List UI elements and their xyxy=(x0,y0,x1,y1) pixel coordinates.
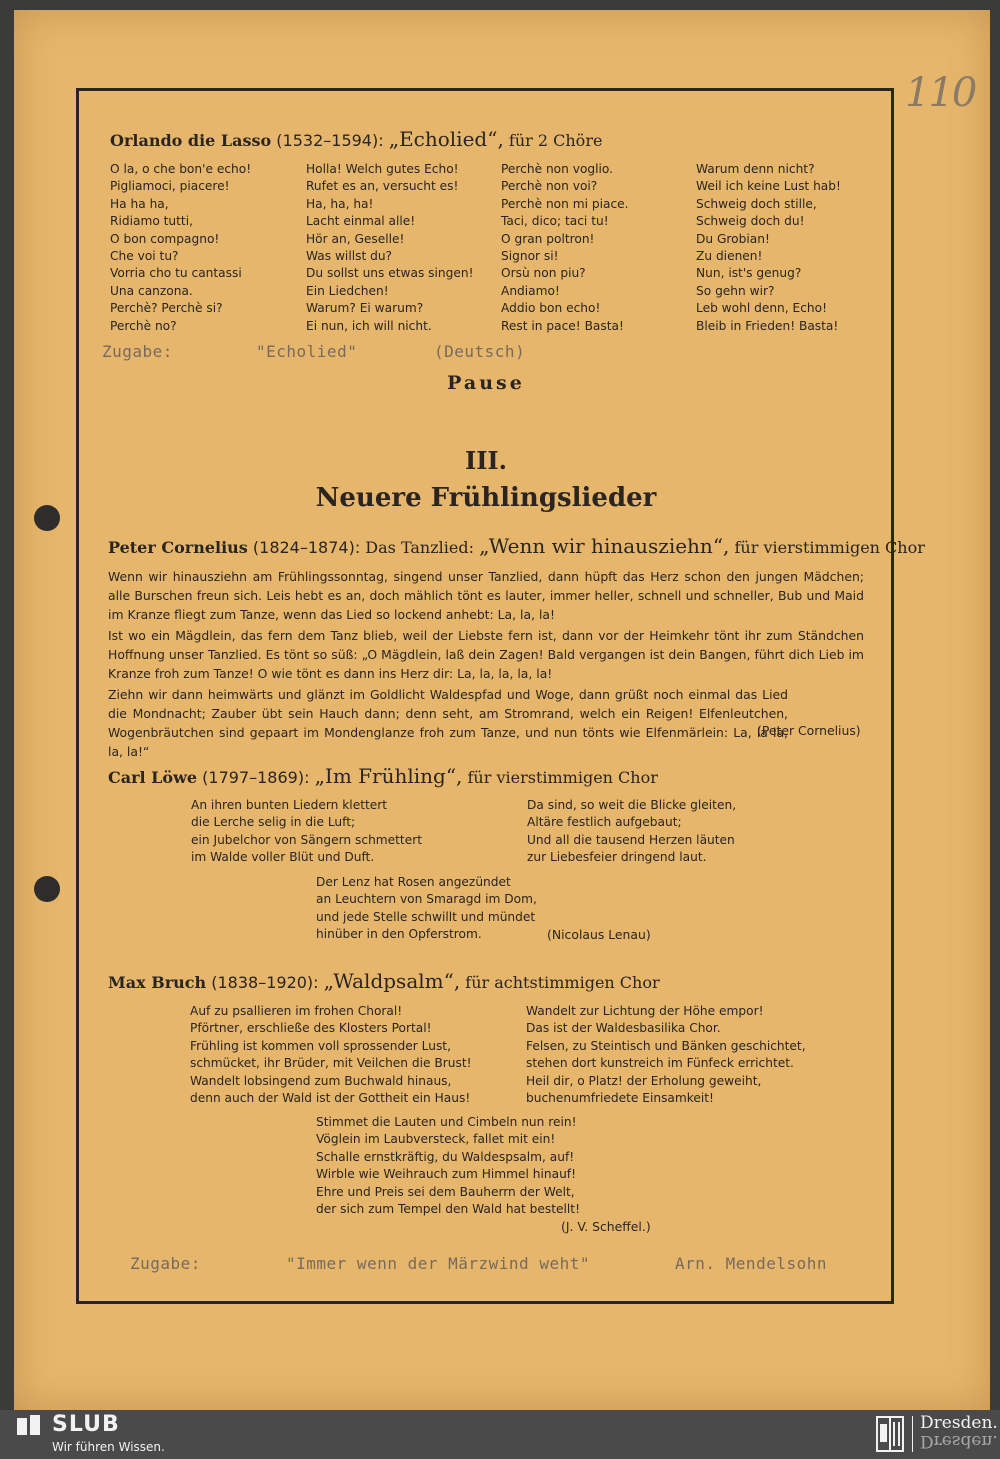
composer-dates: (1532–1594): xyxy=(276,131,384,150)
poem-line: und jede Stelle schwillt und mündet xyxy=(316,909,536,924)
lyric-line: Addio bon echo! xyxy=(501,301,601,316)
zugabe-label: Zugabe: xyxy=(102,342,173,361)
lyrics-column-3 xyxy=(501,161,629,335)
poem-stanza-left xyxy=(190,1003,472,1107)
lyric-line: Hör an, Geselle! xyxy=(306,231,405,246)
lyric-line: Zu dienen! xyxy=(696,249,763,264)
zugabe-composer: Arn. Mendelsohn xyxy=(675,1254,827,1273)
poem-line: die Lerche selig in die Luft; xyxy=(191,815,356,830)
piece-title: „Waldpsalm“, xyxy=(323,969,461,993)
poem-stanza-right xyxy=(526,1003,806,1107)
zugabe-label: Zugabe: xyxy=(130,1254,201,1273)
lyric-line: Una canzona. xyxy=(110,283,193,298)
divider xyxy=(912,1416,913,1452)
poem-line: der sich zum Tempel den Wald hat bestellt! xyxy=(316,1202,580,1217)
composer-dates: (1824–1874): xyxy=(252,538,361,557)
composer-name: Carl Löwe xyxy=(108,768,198,787)
piece-scoring: für vierstimmigen Chor xyxy=(467,768,658,787)
lyric-line: Andiamo! xyxy=(501,283,560,298)
text-attribution: (Nicolaus Lenau) xyxy=(547,927,651,942)
lyric-line: Rufet es an, versucht es! xyxy=(306,179,459,194)
lyric-line: Rest in pace! Basta! xyxy=(501,318,624,333)
section-heading-cornelius xyxy=(108,534,925,558)
lyric-line: Perchè non mi piace. xyxy=(501,196,629,211)
lyric-line: Was willst du? xyxy=(306,249,393,264)
lyric-line: Warum? Ei warum? xyxy=(306,301,424,316)
lyric-line: Holla! Welch gutes Echo! xyxy=(306,162,459,176)
lyric-line: Perchè no? xyxy=(110,318,177,333)
poem-line: zur Liebesfeier dringend laut. xyxy=(527,850,707,865)
text-attribution: (Peter Cornelius) xyxy=(757,723,861,738)
section-heading-loewe xyxy=(108,764,658,788)
lyric-line: Warum denn nicht? xyxy=(696,162,815,176)
zugabe-piece: "Echolied" xyxy=(256,342,358,361)
lyrics-paragraph: Ziehn wir dann heimwärts und glänzt im Goldlicht Waldespfad und Woge, dann grüßt noch einmal das Lied die Mondnacht; Zauber übt sein Hauch dann; denn seht, am Stromrand, welch ein Reigen! Elfenleutchen, Wogenbräutchen sind gepaart im Mondenglanze froh zum Tanze, und nun tönts wie Elfenmärlein: La, la la, la, la!“ xyxy=(108,687,788,759)
zugabe-note: (Deutsch) xyxy=(434,342,526,361)
composer-name: Peter Cornelius xyxy=(108,538,248,557)
lyric-line: Ha ha ha, xyxy=(110,196,169,211)
composer-name: Orlando die Lasso xyxy=(110,131,272,150)
composer-dates: (1797–1869): xyxy=(202,768,310,787)
piece-scoring: für vierstimmigen Chor xyxy=(734,538,925,557)
poem-stanza-right xyxy=(527,797,736,867)
zugabe-piece: "Immer wenn der Märzwind weht" xyxy=(286,1254,590,1273)
poem-line: Stimmet die Lauten und Cimbeln nun rein! xyxy=(316,1115,577,1129)
lyric-line: Perchè? Perchè si? xyxy=(110,301,223,316)
lyric-line: Weil ich keine Lust hab! xyxy=(696,179,841,194)
lyric-line: Vorria cho tu cantassi xyxy=(110,266,242,281)
punch-hole xyxy=(34,876,60,902)
poem-line: im Walde voller Blüt und Duft. xyxy=(191,850,375,865)
lyric-line: Nun, ist's genug? xyxy=(696,266,802,281)
piece-title: „Echolied“, xyxy=(388,127,504,151)
brand-tagline: Wir führen Wissen. xyxy=(52,1440,165,1454)
poem-stanza-left xyxy=(191,797,422,867)
page-number: 110 xyxy=(905,70,976,116)
poem-line: Heil dir, o Platz! der Erholung geweiht, xyxy=(526,1073,762,1088)
piece-title: „Im Frühling“, xyxy=(314,764,463,788)
poem-line: Und all die tausend Herzen läuten xyxy=(527,832,735,847)
lyric-line: O la, o che bon'e echo! xyxy=(110,162,252,176)
part-numeral: III. xyxy=(464,446,508,475)
poem-line: Pförtner, erschließe des Klosters Portal! xyxy=(190,1021,432,1036)
poem-stanza-center xyxy=(316,1114,580,1218)
lyric-line: Du sollst uns etwas singen! xyxy=(306,266,474,281)
lyric-line: Signor si! xyxy=(501,249,559,264)
lyric-line: Schweig doch du! xyxy=(696,214,805,229)
lyric-line: Ein Liedchen! xyxy=(306,283,389,298)
poem-line: Ehre und Preis sei dem Bauherrn der Welt, xyxy=(316,1184,575,1199)
lyric-line: Perchè non voi? xyxy=(501,179,598,194)
piece-title: „Wenn wir hinausziehn“, xyxy=(479,534,730,558)
poem-line: Das ist der Waldesbasilika Chor. xyxy=(526,1021,721,1036)
piece-scoring: für 2 Chöre xyxy=(508,131,603,150)
section-heading-lasso xyxy=(110,127,602,151)
poem-line: schmücket, ihr Brüder, mit Veilchen die Brust! xyxy=(190,1056,472,1071)
piece-scoring: für achtstimmigen Chor xyxy=(465,973,660,992)
poem-line: Wandelt lobsingend zum Buchwald hinaus, xyxy=(190,1073,452,1088)
poem-line: Felsen, zu Steintisch und Bänken geschichtet, xyxy=(526,1038,806,1053)
footer-bar xyxy=(0,1410,1000,1459)
brand-name[interactable]: SLUB xyxy=(52,1412,120,1437)
city-logo-reflection: Dresden. xyxy=(920,1431,998,1451)
pause-heading: Pause xyxy=(447,372,525,394)
poem-line: Auf zu psallieren im frohen Choral! xyxy=(190,1004,403,1018)
lyrics-paragraph: Ist wo ein Mägdlein, das fern dem Tanz blieb, weil der Liebste fern ist, dann vor der Heimkehr tönt ihr zum Ständchen Hoffnung unser Tanzlied. Es tönt so süß: „O Mägdlein, laß dein Zagen! Bald vergangen ist dein Bangen, führt dich Lieb im Kranze froh zum Tanze! O wie tönt es dann ins Herz dir: La, la, la, la, la! xyxy=(108,628,864,681)
poem-line: Vöglein im Laubversteck, fallet mit ein! xyxy=(316,1132,556,1147)
poem-line: denn auch der Wald ist der Gottheit ein Haus! xyxy=(190,1091,471,1106)
lyric-line: Ha, ha, ha! xyxy=(306,196,374,211)
poem-line: Da sind, so weit die Blicke gleiten, xyxy=(527,798,737,812)
punch-hole xyxy=(34,505,60,531)
poem-line: An ihren bunten Liedern klettert xyxy=(191,798,388,812)
poem-line: Altäre festlich aufgebaut; xyxy=(527,815,682,830)
lyric-line: So gehn wir? xyxy=(696,283,775,298)
poem-stanza-center xyxy=(316,874,537,944)
text-attribution: (J. V. Scheffel.) xyxy=(561,1219,651,1234)
lyric-line: Leb wohl denn, Echo! xyxy=(696,301,827,316)
lyric-line: Taci, dico; taci tu! xyxy=(501,214,609,229)
lyrics-column-1 xyxy=(110,161,251,335)
section-heading-bruch xyxy=(108,969,660,993)
poem-line: Wandelt zur Lichtung der Höhe empor! xyxy=(526,1004,764,1018)
lyric-line: Bleib in Frieden! Basta! xyxy=(696,318,839,333)
city-logo-text[interactable]: Dresden. xyxy=(920,1413,998,1433)
poem-line: an Leuchtern von Smaragd im Dom, xyxy=(316,892,537,907)
lyric-line: Pigliamoci, piacere! xyxy=(110,179,230,194)
lyric-line: Orsù non piu? xyxy=(501,266,586,281)
poem-line: Wirble wie Weihrauch zum Himmel hinauf! xyxy=(316,1167,576,1182)
piece-prefix: Das Tanzlied: xyxy=(365,538,474,557)
composer-name: Max Bruch xyxy=(108,973,207,992)
lyrics-column-2 xyxy=(306,161,473,335)
composer-dates: (1838–1920): xyxy=(211,973,319,992)
poem-line: Schalle ernstkräftig, du Waldespsalm, auf! xyxy=(316,1149,575,1164)
poem-line: stehen dort kunstreich im Fünfeck errichtet. xyxy=(526,1056,794,1071)
lyric-line: O gran poltron! xyxy=(501,231,595,246)
lyrics-paragraph: Wenn wir hinausziehn am Frühlingssonntag, singend unser Tanzlied, dann hüpft das Herz schon den jungen Mädchen; alle Burschen freun sich. Leis hebt es an, doch mählich tönt es lauter, immer heller, schnell und schneller, Bub und Maid im Kranze fliegt zum Tanze, wenn das Lied so lockend anhebt: La, la, la! xyxy=(108,569,864,622)
poem-line: Frühling ist kommen voll sprossender Lust, xyxy=(190,1038,451,1053)
poem-line: ein Jubelchor von Sängern schmettert xyxy=(191,832,423,847)
lyric-line: Lacht einmal alle! xyxy=(306,214,416,229)
poem-line: Der Lenz hat Rosen angezündet xyxy=(316,875,511,889)
part-title: Neuere Frühlingslieder xyxy=(315,483,657,513)
lyric-line: Perchè non voglio. xyxy=(501,162,614,176)
lyric-line: Che voi tu? xyxy=(110,249,179,264)
lyric-line: Schweig doch stille, xyxy=(696,196,817,211)
lyric-line: Ridiamo tutti, xyxy=(110,214,193,229)
book-icon xyxy=(16,1415,42,1437)
poem-line: hinüber in den Opferstrom. xyxy=(316,927,482,942)
lyric-line: Ei nun, ich will nicht. xyxy=(306,318,432,333)
poem-line: buchenumfriedete Einsamkeit! xyxy=(526,1091,714,1106)
lyric-line: Du Grobian! xyxy=(696,231,770,246)
coat-of-arms-icon xyxy=(876,1416,904,1452)
lyric-line: O bon compagno! xyxy=(110,231,220,246)
lyrics-column-4 xyxy=(696,161,841,335)
